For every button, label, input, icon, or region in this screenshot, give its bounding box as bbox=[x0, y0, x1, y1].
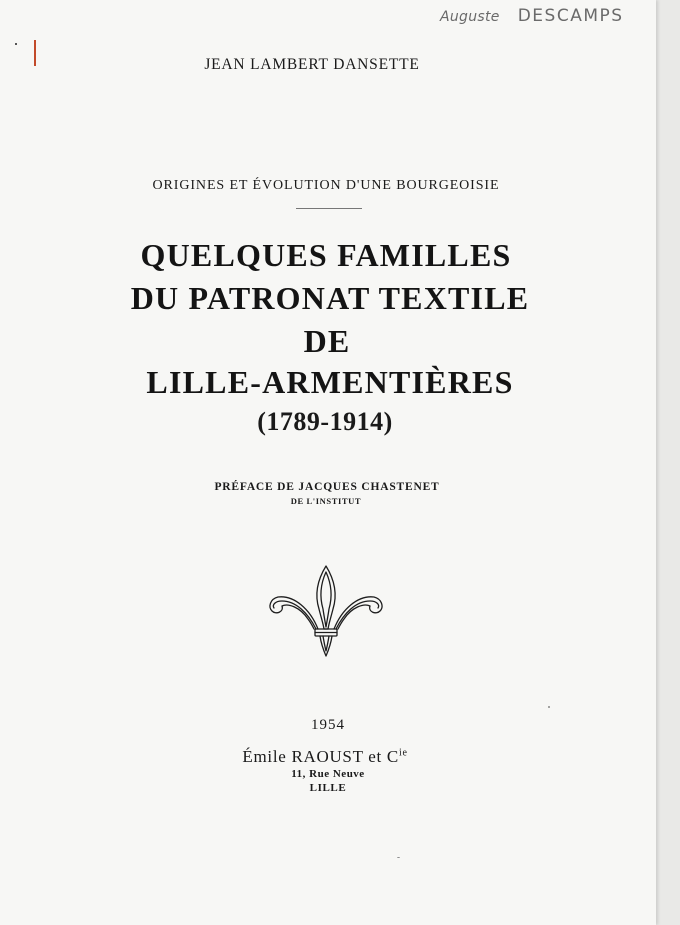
title-line-3: DE bbox=[303, 323, 351, 359]
preface-credit: PRÉFACE DE JACQUES CHASTENET bbox=[214, 481, 440, 493]
publication-year: 1954 bbox=[311, 717, 345, 733]
handwritten-last-name: DESCAMPS bbox=[517, 6, 624, 26]
preface-affiliation: DE L'INSTITUT bbox=[290, 496, 362, 506]
title-line-4: LILLE-ARMENTIÈRES bbox=[146, 364, 514, 400]
paper-speck bbox=[397, 857, 400, 858]
title-dates: (1789-1914) bbox=[257, 407, 393, 436]
paper-speck bbox=[548, 706, 550, 708]
publisher-city: LILLE bbox=[309, 782, 347, 794]
subtitle-divider bbox=[296, 208, 362, 209]
publisher-name bbox=[0, 747, 653, 767]
title-line-2: DU PATRONAT TEXTILE bbox=[130, 280, 530, 316]
publisher-name-text: Émile RAOUST et C bbox=[242, 747, 399, 766]
publisher-street: 11, Rue Neuve bbox=[291, 768, 365, 780]
author-name: JEAN LAMBERT DANSETTE bbox=[204, 56, 420, 73]
title-line-1: QUELQUES FAMILLES bbox=[140, 237, 512, 273]
fleur-de-lis-icon bbox=[266, 563, 386, 659]
handwritten-owner-name bbox=[440, 6, 624, 26]
ink-speck bbox=[15, 43, 17, 45]
handwritten-first-name: Auguste bbox=[440, 9, 500, 25]
publisher-name-suffix: ie bbox=[398, 747, 408, 759]
subtitle: ORIGINES ET ÉVOLUTION D'UNE BOURGEOISIE bbox=[152, 178, 500, 193]
